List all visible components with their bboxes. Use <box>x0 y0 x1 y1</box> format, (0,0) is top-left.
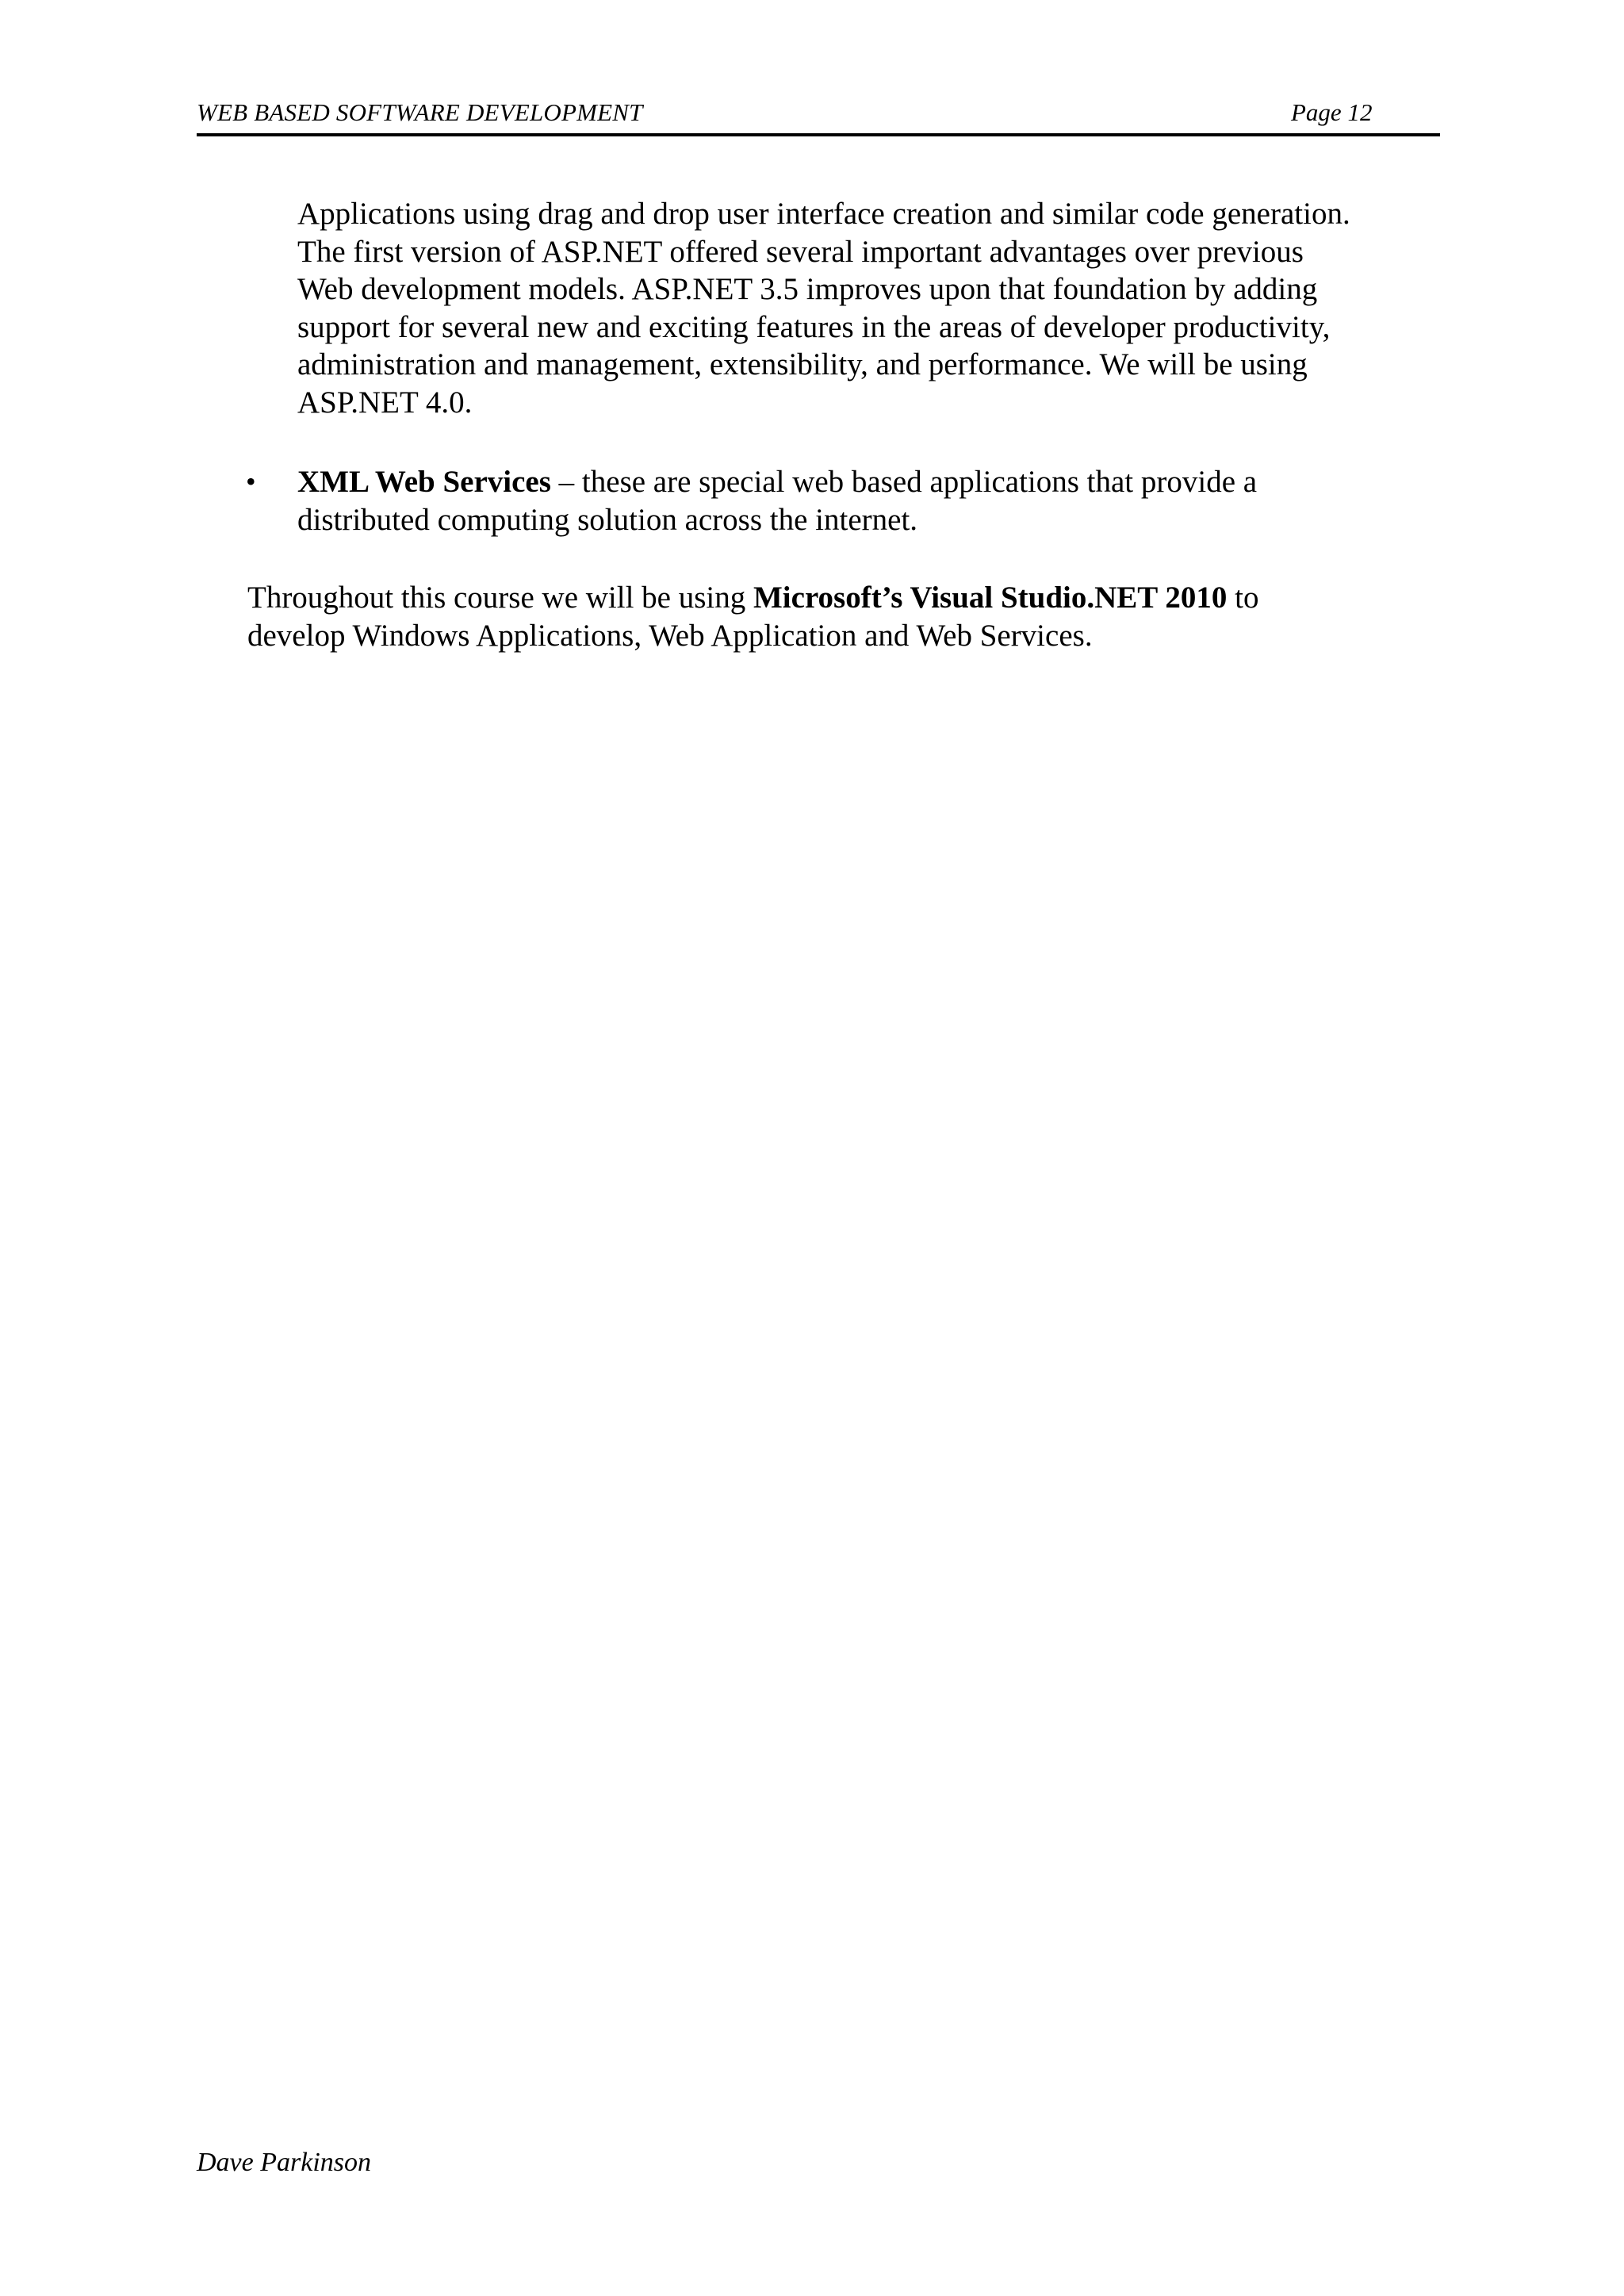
paragraph-line: The first version of ASP.NET offered several important advantages over previous <box>297 234 1304 269</box>
page-header <box>197 94 1440 136</box>
paragraph-line: support for several new and exciting features in the areas of developer productivity, <box>297 309 1331 344</box>
closing-text: to <box>1227 581 1259 615</box>
bullet-term: XML Web Services <box>297 465 551 499</box>
closing-text: Throughout this course we will be using <box>247 581 753 615</box>
paragraph-line: Applications using drag and drop user interface creation and similar code generation. <box>297 197 1350 231</box>
bullet-line: distributed computing solution across the internet. <box>297 502 918 537</box>
paragraph-line: ASP.NET 4.0. <box>297 385 473 420</box>
closing-line: develop Windows Applications, Web Application and Web Services. <box>247 618 1093 653</box>
bullet-description: – these are special web based applications that provide a <box>550 465 1258 499</box>
paragraph-line: administration and management, extensibility, and performance. We will be using <box>297 347 1308 381</box>
bullet-text <box>297 463 1439 539</box>
page-footer-author: Dave Parkinson <box>197 2148 372 2177</box>
bullet-icon: • <box>246 466 256 497</box>
header-title: WEB BASED SOFTWARE DEVELOPMENT <box>197 98 643 126</box>
continued-paragraph <box>297 195 1439 421</box>
closing-line <box>247 579 1437 617</box>
bullet-line <box>297 463 1439 501</box>
paragraph-line: Web development models. ASP.NET 3.5 improves upon that foundation by adding <box>297 272 1318 306</box>
header-page-number: Page 12 <box>1291 98 1373 126</box>
product-name: Microsoft’s Visual Studio.NET 2010 <box>753 581 1228 615</box>
closing-paragraph <box>247 579 1437 654</box>
